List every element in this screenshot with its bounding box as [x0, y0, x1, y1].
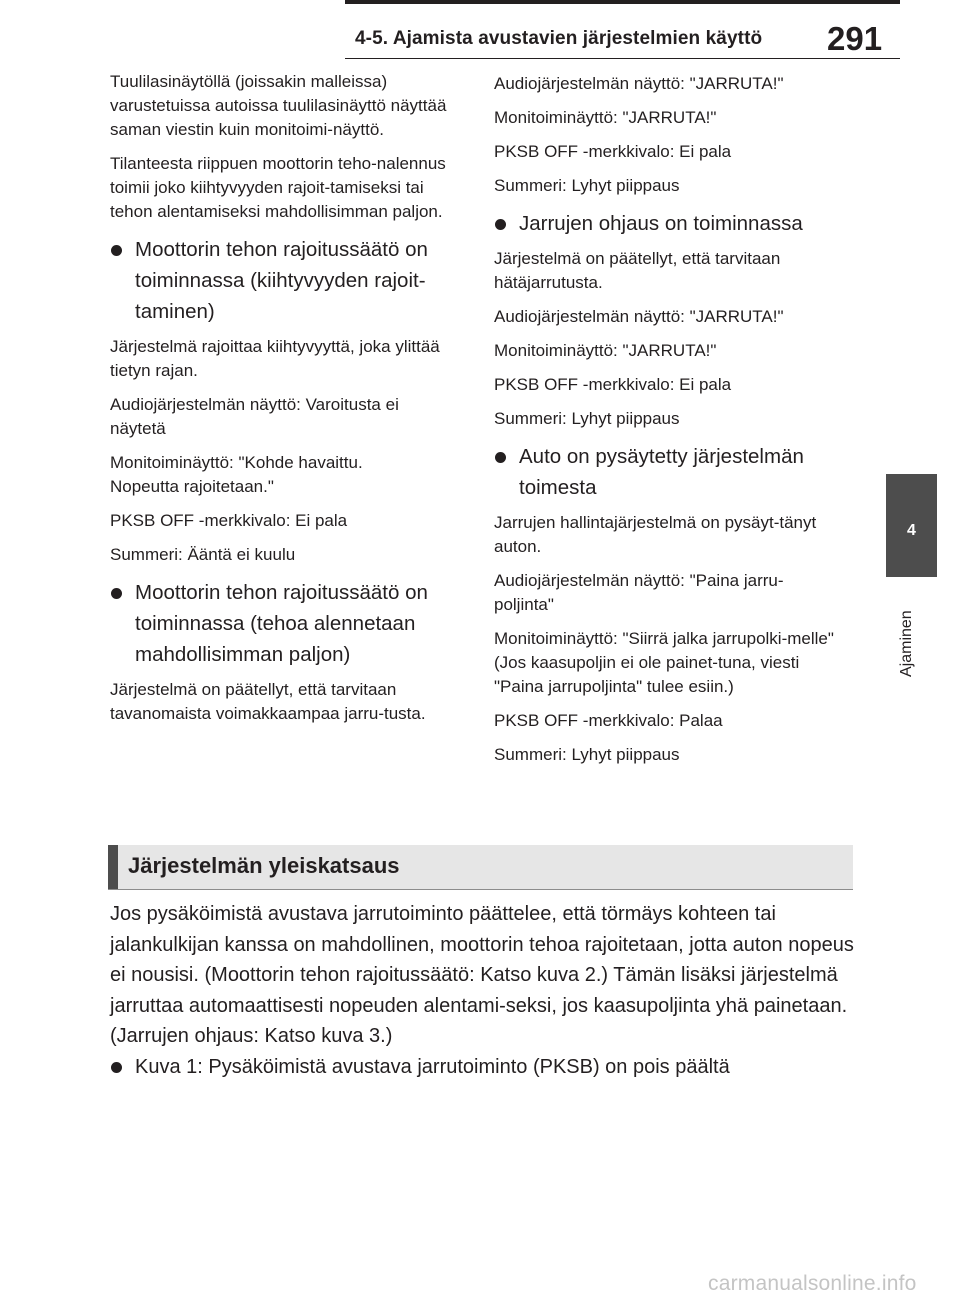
bullet-text: Auto on pysäytetty järjestelmän toimesta [519, 445, 804, 499]
paragraph: PKSB OFF -merkkivalo: Ei pala [494, 142, 732, 161]
paragraph: Jarrujen hallintajärjestelmä on pysäyt-tänyt auton. [494, 513, 817, 556]
bullet-heading [110, 234, 465, 327]
figure-bullet [110, 1052, 885, 1082]
paragraph: Monitoiminäyttö: "JARRUTA!" [494, 108, 717, 127]
paragraph: Summeri: Lyhyt piippaus [494, 409, 680, 428]
section-title: 4-5. Ajamista avustavien järjestelmien käyttö [355, 28, 763, 49]
bullet-heading [494, 441, 849, 503]
paragraph: PKSB OFF -merkkivalo: Ei pala [494, 375, 732, 394]
paragraph: Summeri: Lyhyt piippaus [494, 745, 680, 764]
paragraph: Audiojärjestelmän näyttö: "JARRUTA!" [494, 307, 784, 326]
paragraph: Järjestelmä on päätellyt, että tarvitaan hätäjarrutusta. [494, 249, 781, 292]
paragraph: PKSB OFF -merkkivalo: Ei pala [110, 511, 348, 530]
paragraph: Monitoiminäyttö: "Kohde havaittu. Nopeutta rajoitetaan." [110, 453, 363, 496]
watermark: carmanualsonline.info [708, 1272, 917, 1295]
paragraph: Summeri: Lyhyt piippaus [494, 176, 680, 195]
chapter-label: Ajaminen [898, 610, 915, 677]
section-heading-box [108, 845, 853, 890]
bullet-text: Moottorin tehon rajoitussäätö on toiminnassa (kiihtyvyyden rajoit-taminen) [135, 238, 428, 323]
bullet-text: Jarrujen ohjaus on toiminnassa [519, 212, 803, 235]
left-column [110, 70, 465, 736]
paragraph: Audiojärjestelmän näyttö: Varoitusta ei näytetä [110, 395, 399, 438]
bullet-heading [494, 208, 849, 239]
header-underline [345, 58, 900, 59]
bullet-heading [110, 577, 470, 670]
paragraph: Monitoiminäyttö: "Siirrä jalka jarrupolki-melle" (Jos kaasupoljin ei ole painet-tuna, viesti "Paina jarrupoljinta" tulee esiin.) [494, 629, 834, 696]
paragraph: Audiojärjestelmän näyttö: "Paina jarru-poljinta" [494, 571, 784, 614]
paragraph: Järjestelmä on päätellyt, että tarvitaan tavanomaista voimakkaampaa jarru-tusta. [110, 680, 426, 723]
paragraph: Tuulilasinäytöllä (joissakin malleissa) varustetuissa autoissa tuulilasinäyttö näyttää saman viestin kuin monitoimi-näyttö. [110, 72, 447, 139]
section-heading-bar [108, 845, 118, 889]
chapter-tab[interactable] [886, 474, 937, 577]
page-number: 291 [827, 20, 883, 57]
section-heading: Järjestelmän yleiskatsaus [128, 853, 400, 878]
bullet-dot-icon [111, 1062, 122, 1073]
bullet-text: Kuva 1: Pysäköimistä avustava jarrutoiminto (PKSB) on pois päältä [135, 1056, 730, 1078]
paragraph: PKSB OFF -merkkivalo: Palaa [494, 711, 723, 730]
right-column [494, 72, 849, 777]
bullet-dot-icon [495, 452, 506, 463]
chapter-label-wrapper [892, 591, 922, 681]
bullet-dot-icon [111, 588, 122, 599]
paragraph: Järjestelmä rajoittaa kiihtyvyyttä, joka ylittää tietyn rajan. [110, 337, 440, 380]
paragraph: Monitoiminäyttö: "JARRUTA!" [494, 341, 717, 360]
header-top-rule [345, 0, 900, 4]
chapter-number: 4 [907, 522, 916, 539]
bullet-text: Moottorin tehon rajoitussäätö on toiminnassa (tehoa alennetaan mahdollisimman paljon) [135, 581, 428, 666]
bullet-dot-icon [495, 219, 506, 230]
paragraph: Summeri: Ääntä ei kuulu [110, 545, 296, 564]
paragraph: Audiojärjestelmän näyttö: "JARRUTA!" [494, 74, 784, 93]
section-body: Jos pysäköimistä avustava jarrutoiminto päättelee, että törmäys kohteen tai jalankulkijan kanssa on mahdollinen, moottorin tehoa rajoitetaan, jotta auton nopeus ei nousisi. (Moottorin tehon rajoitussäätö: Katso kuva 2.) Tämän lisäksi järjestelmä jarruttaa automaattisesti nopeuden alentami-seksi, jos kaasupoljinta yhä painetaan. (Jarrujen ohjaus: Katso kuva 3.) [110, 903, 854, 1048]
paragraph: Tilanteesta riippuen moottorin teho-nalennus toimii joko kiihtyvyyden rajoit-tamiseksi tai tehon alentamiseksi mahdollisimman paljon. [110, 154, 446, 221]
bullet-dot-icon [111, 245, 122, 256]
